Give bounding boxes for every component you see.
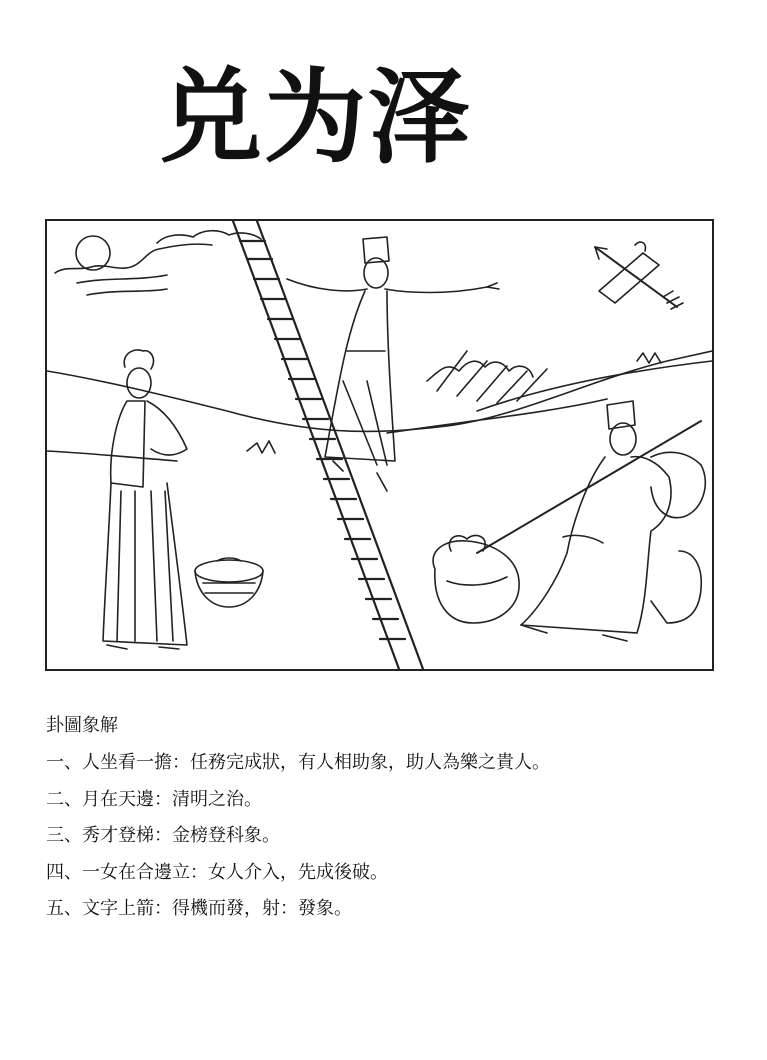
bowl-icon (195, 558, 263, 607)
hexagram-illustration (45, 219, 714, 671)
landscape-lines (47, 351, 712, 461)
cloud-icon (55, 231, 261, 295)
carrying-pole (477, 421, 701, 553)
explanation-line: 五、文字上箭：得機而發，射：發象。 (46, 898, 352, 920)
explanation-line: 三、秀才登梯：金榜登科象。 (46, 825, 280, 847)
seated-man-icon (521, 401, 705, 641)
moon-icon (76, 236, 110, 270)
arrow-icon (595, 242, 683, 309)
hexagram-explanation (46, 713, 736, 933)
woman-icon (103, 350, 187, 649)
explanation-line: 一、人坐看一擔：任務完成狀，有人相助象，助人為樂之貴人。 (46, 752, 550, 773)
bamboo-icon (247, 351, 661, 453)
page-title: 兑为泽 (160, 59, 472, 178)
explanation-line: 二、月在天邊：清明之治。 (46, 788, 262, 810)
explanation-line: 四、一女在合邊立：女人介入，先成後破。 (46, 861, 388, 883)
explanation-heading: 卦圖象解 (46, 715, 118, 736)
bundle-icon (433, 535, 519, 623)
